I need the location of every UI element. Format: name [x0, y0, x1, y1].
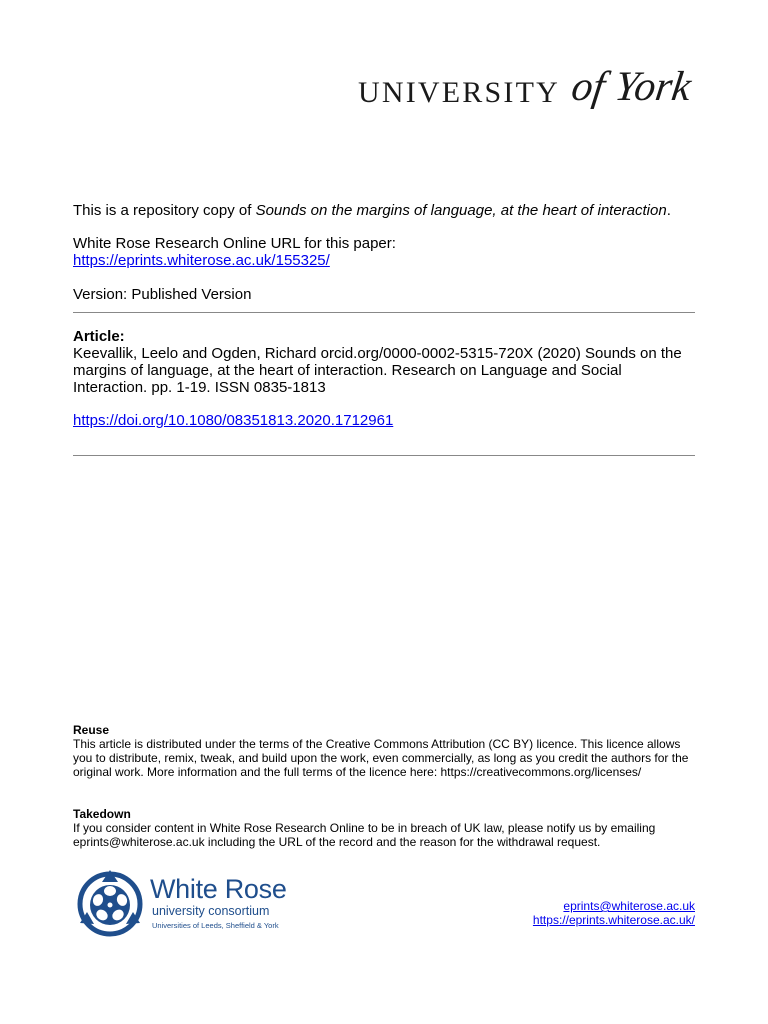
takedown-heading: Takedown: [73, 807, 131, 821]
divider-bottom: [73, 455, 695, 456]
intro-line: [73, 202, 671, 219]
white-rose-tagline: Universities of Leeds, Sheffield & York: [152, 921, 279, 930]
url-label: White Rose Research Online URL for this paper:: [73, 235, 396, 252]
takedown-section: [73, 807, 698, 849]
contact-links: [533, 899, 695, 927]
intro-prefix: This is a repository copy of: [73, 202, 256, 219]
university-of-york-logo: [358, 66, 698, 122]
reuse-body: This article is distributed under the terms of the Creative Commons Attribution (CC BY) licence. This licence allows you to distribute, remix, tweak, and build upon the work, even commercially, as long as you credit the authors for the original work. More information and the full terms of the licence here: https://creativecommons.org/licenses/: [73, 737, 689, 779]
white-rose-logo: [74, 868, 296, 940]
white-rose-emblem-icon: [74, 868, 146, 940]
article-citation: Keevallik, Leelo and Ogden, Richard orcid.org/0000-0002-5315-720X (2020) Sounds on the margins of language, at the heart of interaction. Research on Language and Social Interaction. pp. 1-19. ISSN 0835-1813: [73, 345, 682, 396]
paper-url-link[interactable]: https://eprints.whiterose.ac.uk/155325/: [73, 252, 330, 269]
paper-title: Sounds on the margins of language, at the heart of interaction: [255, 202, 667, 219]
version-text: Version: Published Version: [73, 286, 252, 303]
white-rose-subtitle: university consortium: [152, 904, 270, 918]
site-link[interactable]: https://eprints.whiterose.ac.uk/: [532, 913, 695, 927]
intro-suffix: .: [666, 202, 671, 219]
logo-of-york-text: of York: [568, 64, 694, 110]
email-link[interactable]: eprints@whiterose.ac.uk: [563, 899, 695, 913]
logo-university-text: UNIVERSITY: [358, 76, 560, 109]
reuse-heading: Reuse: [73, 723, 110, 737]
doi-link[interactable]: https://doi.org/10.1080/08351813.2020.1712961: [73, 412, 394, 429]
article-heading: Article:: [73, 328, 125, 345]
reuse-section: [73, 723, 698, 779]
white-rose-title: White Rose: [150, 874, 287, 904]
takedown-body: If you consider content in White Rose Research Online to be in breach of UK law, please notify us by emailing eprints@whiterose.ac.uk including the URL of the record and the reason for the withdrawal request.: [73, 821, 656, 849]
divider-top: [73, 312, 695, 313]
